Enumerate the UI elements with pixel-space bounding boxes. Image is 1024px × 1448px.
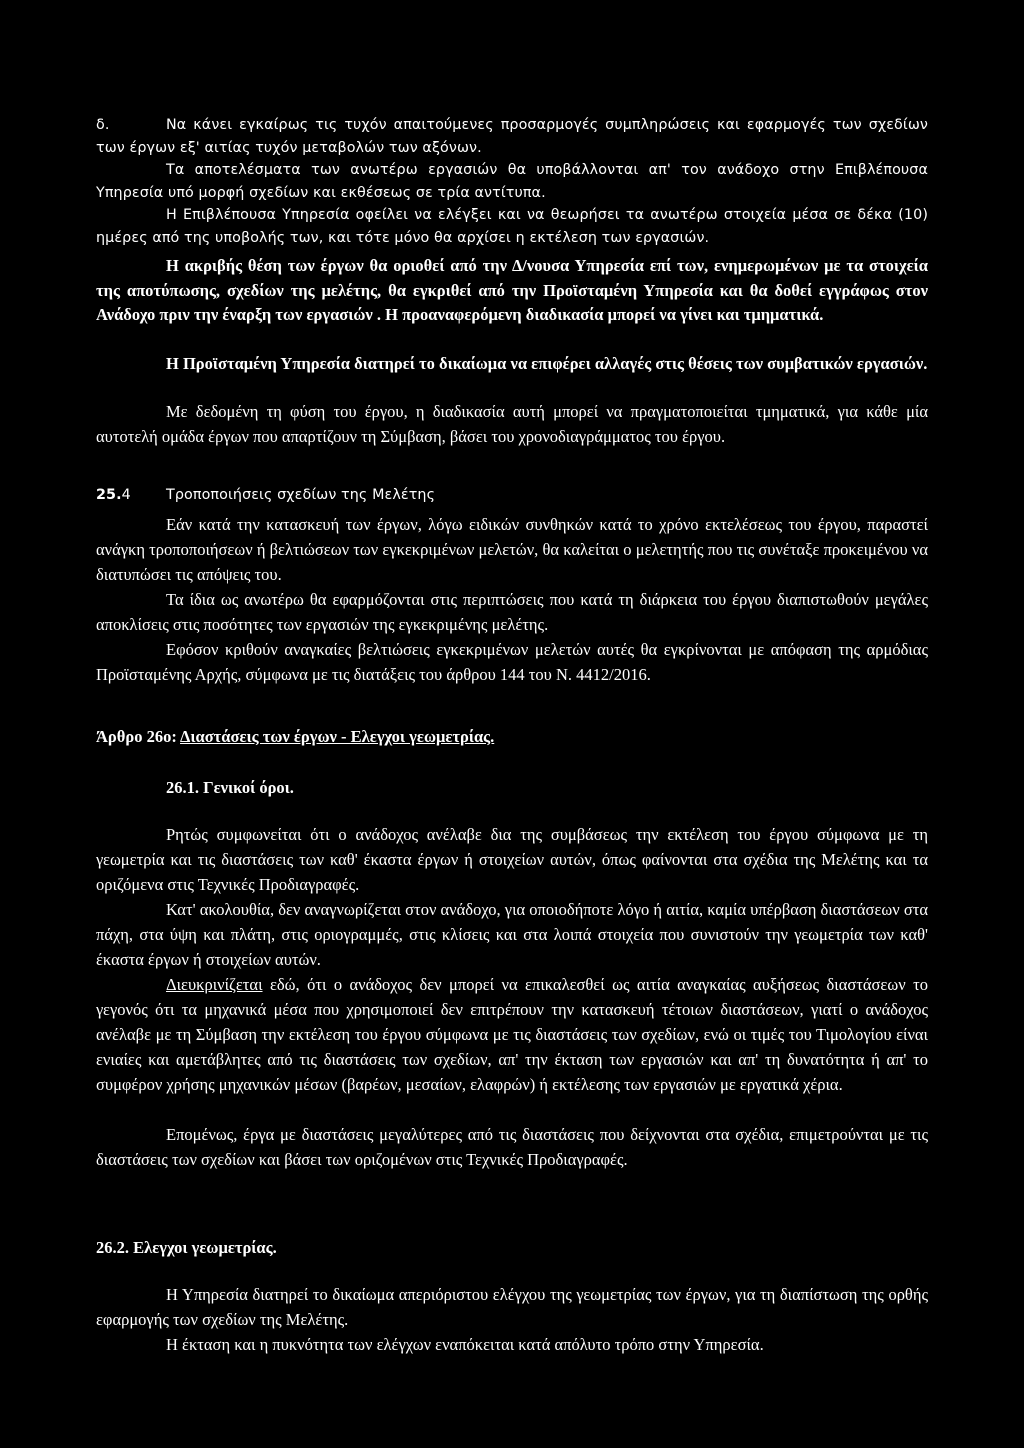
section-25-4-heading [96,484,928,507]
item-delta [96,114,928,159]
item-delta-letter: δ. [96,117,110,133]
section-26-1-title: 26.1. Γενικοί όροι. [166,778,294,797]
article-26-prefix: Άρθρο 26ο: [96,727,181,746]
paragraph-position-bold: Η ακριβής θέση των έργων θα οριοθεί από την Δ/νουσα Υπηρεσία επί των, ενημερωμένων με τα στοιχεία της αποτύπωσης, σχεδίων της μελέτης, θα εγκριθεί από την Προϊσταμένη Υπηρεσία και θα δοθεί εγγράφως στον Ανάδοχο πριν την έναρξη των εργασιών . Η προαναφερόμενη διαδικασία μπορεί να γίνει και τμηματικά. [96,256,928,324]
item-delta-text: Να κάνει εγκαίρως τις τυχόν απαιτούμενες προσαρμογές συμπληρώσεις και εφαρμογές των σχεδίων των έργων εξ' αιτίας τυχόν μεταβολών των αξόνων. [96,117,928,156]
section-25-4-paragraph-1: Εάν κατά την κατασκευή των έργων, λόγω ειδικών συνθηκών κατά το χρόνο εκτελέσεως του έργου, παραστεί ανάγκη τροποποιήσεων ή βελτιώσεων των εγκεκριμένων μελετών, θα καλείται ο μελετητής που τις συνέταξε προκειμένου να διατυπώσει τις απόψεις του. [96,515,928,584]
paragraph-rights-bold: Η Προϊσταμένη Υπηρεσία διατηρεί το δικαίωμα να επιφέρει αλλαγές στις θέσεις των συμβατικών εργασιών. [166,354,928,373]
article-26-heading [96,724,928,749]
section-25-4-title: Τροποποιήσεις σχεδίων της Μελέτης [166,487,436,503]
section-26-1-paragraph-4: Επομένως, έργα με διαστάσεις μεγαλύτερες από τις διαστάσεις που δείχνονται στα σχέδια, επιμετρούνται με τις διαστάσεις των σχεδίων και βάσει των οριζομένων στις Τεχνικές Προδιαγραφές. [96,1125,928,1169]
section-26-1-paragraph-3 [96,972,928,1097]
section-25-4-paragraph-2: Τα ίδια ως ανωτέρω θα εφαρμόζονται στις περιπτώσεις που κατά τη διάρκεια του έργου διαπιστωθούν μεγάλες αποκλίσεις στις ποσότητες των εργασιών της εγκεκριμένης μελέτης. [96,590,928,634]
section-26-1-paragraph-2: Κατ' ακολουθία, δεν αναγνωρίζεται στον ανάδοχο, για οποιοδήποτε λόγο ή αιτία, καμία υπέρβαση διαστάσεων στα πάχη, στα ύψη και πλάτη, στις οριογραμμές, στις κλίσεις και στα λοιπά στοιχεία που συνιστούν την γεωμετρία των καθ' έκαστα έργων ή στοιχείων αυτών. [96,900,928,969]
section-25-4-paragraph-3: Εφόσον κριθούν αναγκαίες βελτιώσεις εγκεκριμένων μελετών αυτές θα εγκρίνονται με απόφαση της αρμόδιας Προϊσταμένης Αρχής, σύμφωνα με τις διατάξεις του άρθρου 144 του Ν. 4412/2016. [96,640,928,684]
section-26-1-paragraph-1: Ρητώς συμφωνείται ότι ο ανάδοχος ανέλαβε δια της συμβάσεως την εκτέλεση του έργου σύμφωνα με τη γεωμετρία και τις διαστάσεις των καθ' έκαστα έργων ή στοιχείων αυτών, όπως φαίνονται στα σχέδια της Μελέτης και τα οριζόμενα στις Τεχνικές Προδιαγραφές. [96,825,928,894]
paragraph-results: Τα αποτελέσματα των ανωτέρω εργασιών θα υποβάλλονται απ' τον ανάδοχο στην Επιβλέπουσα Υπηρεσία υπό μορφή σχεδίων και εκθέσεως σε τρία αντίτυπα. [96,162,928,201]
section-25-4-number-rest: 4 [121,487,131,503]
paragraph-nature: Με δεδομένη τη φύση του έργου, η διαδικασία αυτή μπορεί να πραγματοποιείται τμηματικά, για κάθε μία αυτοτελή ομάδα έργων που απαρτίζουν τη Σύμβαση, βάσει του χρονοδιαγράμματος του έργου. [96,402,928,446]
emphasis-clarified: Διευκρινίζεται [166,975,263,994]
section-26-2-title: 26.2. Ελεγχοι γεωμετρίας. [96,1238,277,1257]
paragraph-check: Η Επιβλέπουσα Υπηρεσία οφείλει να ελέγξει και να θεωρήσει τα ανωτέρω στοιχεία μέσα σε δέκα (10) ημέρες από της υποβολής των, και τότε μόνο θα αρχίσει η εκτέλεση των εργασιών. [96,207,928,246]
section-25-4-number: 25. [96,487,122,503]
article-26-title: Διαστάσεις των έργων - Ελεγχοι γεωμετρίας. [180,727,495,746]
section-26-1-paragraph-3-text: εδώ, ότι ο ανάδοχος δεν μπορεί να επικαλεσθεί ως αιτία αναγκαίας αυξήσεως διαστάσεων το γεγονός ότι τα μηχανικά μέσα που χρησιμοποιεί δεν επιτρέπουν την κατασκευή τέτοιων διαστάσεων, γιατί ο ανάδοχος ανέλαβε με τη Σύμβαση την εκτέλεση του έργου σύμφωνα με τις διαστάσεις των σχεδίων, ενώ οι τιμές του Τιμολογίου είναι ενιαίες και αμετάβλητες από τις διαστάσεις των σχεδίων, απ' την έκταση των εργασιών και απ' τη δυνατότητα ή απ' το συμφέρον χρήσης μηχανικών μέσων (βαρέων, μεσαίων, ελαφρών) ή εκτέλεσης των εργασιών με εργατικά χέρια. [96,975,928,1094]
section-26-2-paragraph-1: Η Υπηρεσία διατηρεί το δικαίωμα απεριόριστου ελέγχου της γεωμετρίας των έργων, για τη διαπίστωση της ορθής εφαρμογής των σχεδίων της Μελέτης. [96,1285,928,1329]
section-26-2-paragraph-2: Η έκταση και η πυκνότητα των ελέγχων εναπόκειται κατά απόλυτο τρόπο στην Υπηρεσία. [166,1335,764,1354]
